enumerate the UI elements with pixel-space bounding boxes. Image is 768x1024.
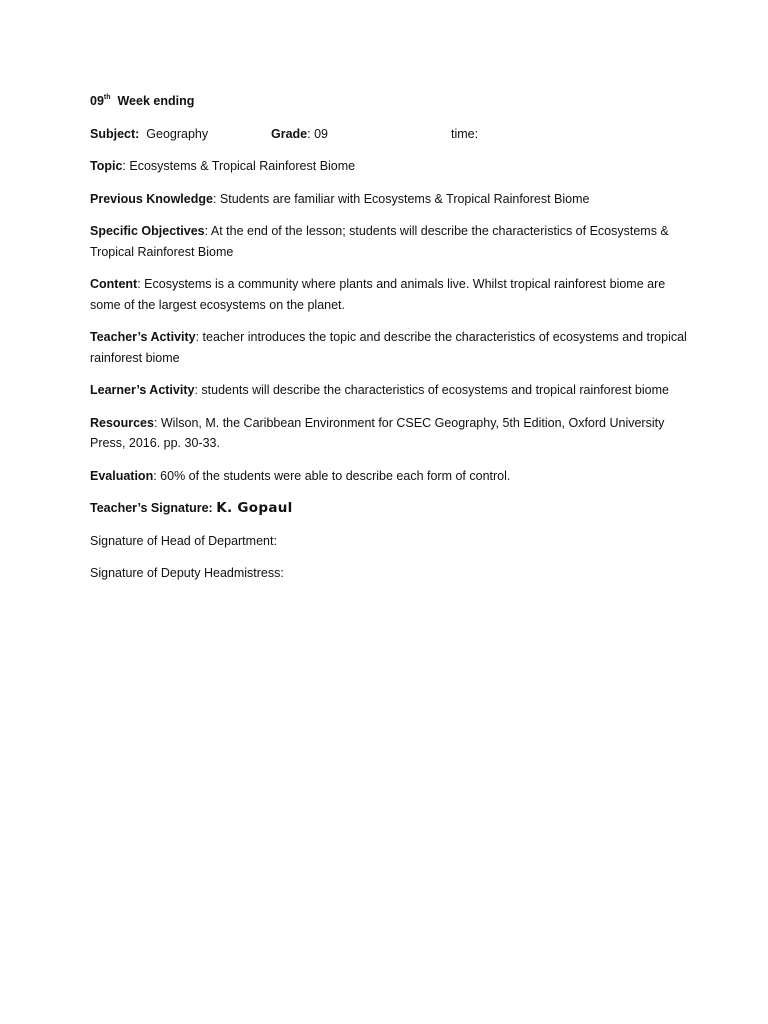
week-ordinal-suffix: th [103, 94, 111, 101]
learners-activity-label: Learner’s Activity [90, 383, 195, 397]
previous-knowledge-label: Previous Knowledge [90, 191, 213, 206]
content-line [90, 274, 690, 315]
week-number: 09 [90, 94, 104, 108]
learners-activity-line [90, 380, 690, 401]
hod-signature-line [90, 531, 690, 552]
learners-activity-value: : students will describe the characteristics of ecosystems and tropical rainforest biome [194, 383, 669, 397]
grade-label: Grade [271, 126, 308, 141]
deputy-signature-label: Signature of Deputy Headmistress: [90, 566, 284, 580]
resources-line [90, 413, 690, 454]
specific-objectives-line [90, 221, 690, 262]
hod-signature-label: Signature of Head of Department: [90, 533, 277, 548]
evaluation-line [90, 466, 690, 487]
grade-value: : 09 [307, 126, 328, 141]
subject-label: Subject: [90, 126, 140, 141]
evaluation-value: : 60% of the students were able to describe each form of control. [153, 468, 511, 483]
topic-label: Topic [90, 159, 123, 173]
time-label: time: [451, 126, 479, 141]
evaluation-label: Evaluation [90, 468, 154, 483]
content-label: Content [90, 277, 138, 291]
resources-label: Resources [90, 415, 154, 430]
specific-objectives-value: : At the end of the lesson; students will describe the characteristics of Ecosystems & Tropical Rainforest Biome [90, 224, 669, 259]
deputy-signature-line [90, 563, 690, 584]
teachers-signature-label: Teacher’s Signature: [90, 501, 213, 515]
teachers-activity-line [90, 327, 690, 368]
content-value: : Ecosystems is a community where plants and animals live. Whilst tropical rainforest biome are some of the largest ecosystems on the planet. [90, 277, 666, 312]
week-label: Week ending [117, 94, 195, 108]
teachers-signature-value: K. Gopaul [216, 500, 293, 516]
previous-knowledge-value: : Students are familiar with Ecosystems & Tropical Rainforest Biome [212, 191, 590, 206]
teachers-activity-label: Teacher’s Activity [90, 330, 196, 344]
topic-value: : Ecosystems & Tropical Rainforest Biome [122, 159, 356, 173]
lesson-plan [90, 91, 690, 596]
subject-value: Geography [146, 126, 209, 141]
week-heading [90, 91, 690, 112]
subject-grade-time-row [90, 124, 690, 145]
topic-line [90, 156, 690, 177]
previous-knowledge-line [90, 189, 690, 210]
grade-field [271, 124, 328, 145]
resources-value: : Wilson, M. the Caribbean Environment for CSEC Geography, 5th Edition, Oxford University Press, 2016. pp. 30-33. [90, 415, 665, 450]
teachers-signature-line [90, 498, 690, 519]
specific-objectives-label: Specific Objectives [90, 224, 205, 238]
teachers-activity-value: : teacher introduces the topic and describe the characteristics of ecosystems and tropical rainforest biome [90, 330, 687, 365]
